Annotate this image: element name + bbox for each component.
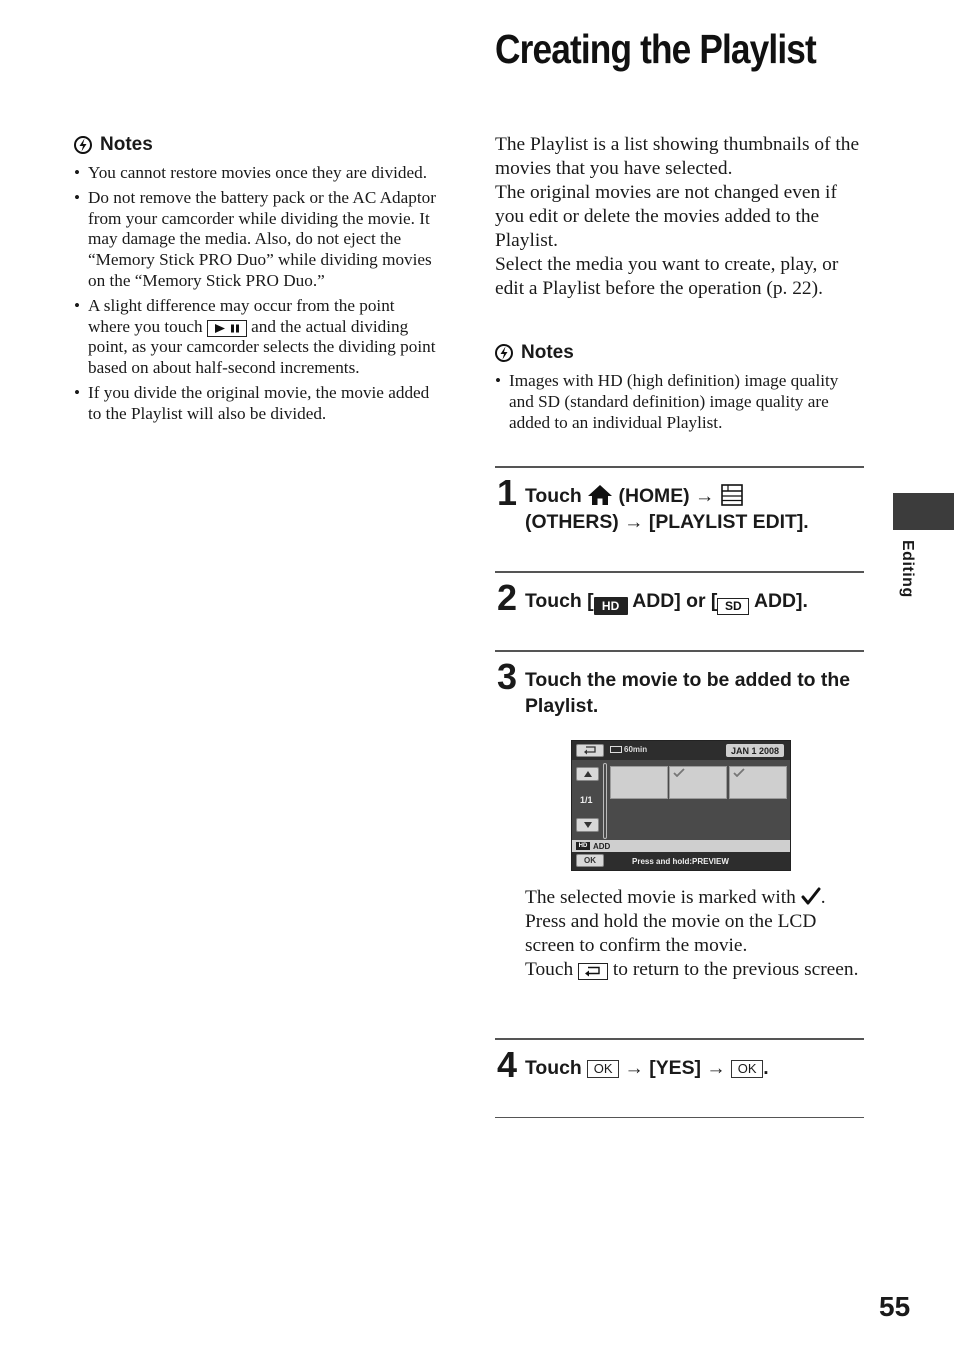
arrow-glyph: → [695,485,715,507]
ok-button-icon: OK [731,1060,763,1078]
body-text: The selected movie is marked with [525,887,796,908]
step-word: Touch [ [525,590,594,612]
intro-text [495,133,867,301]
lcd-return-button [576,744,604,757]
page-number: 55 [879,1291,911,1322]
checkmark-icon [673,768,685,777]
note-text-after: and the actual dividing point, as your camcorder selects the dividing point based on about half-second increments. [88,316,436,378]
step-word: . [763,1057,769,1079]
step-1-text [525,483,865,535]
step-number: 2 [497,577,518,618]
caution-icon [74,136,92,154]
step-number: 1 [497,472,518,513]
memory-card-icon [610,746,622,753]
lcd-page-indicator: 1/1 [580,795,593,805]
triangle-down-icon [584,822,592,828]
lcd-rec-time-text: 60min [624,745,648,754]
section-tab-marker [893,493,954,530]
note-item: • Do not remove the battery pack or the AC Adaptor from your camcorder while dividing the movie. It may damage the media. Also, do not eject the “Memory Stick PRO Duo” while dividing movies on the “Memory Stick PRO Duo.” [74,188,436,292]
intro-paragraph: The Playlist is a list showing thumbnails of the movies that you have selected. [495,134,860,179]
hd-quality-icon: HD [576,842,590,850]
lcd-screen-illustration [571,740,791,871]
left-notes-list [74,163,436,429]
section-tab-label: Editing [899,540,916,598]
step-divider [495,650,864,652]
step-2-text [525,588,865,615]
step-word: ADD]. [754,590,808,612]
section-end-divider [495,1117,864,1118]
step-word: (OTHERS) [525,511,619,533]
step-word: ADD] or [ [632,590,718,612]
lcd-date: JAN 1 2008 [726,744,784,757]
note-item: • Images with HD (high definition) image quality and SD (standard definition) image quality are added to an individual Playlist. [495,371,865,433]
step-number: 3 [497,656,518,697]
step-3-line [525,886,865,910]
triangle-up-icon [584,771,592,777]
step-4-text [525,1055,865,1081]
lcd-ok-button: OK [576,854,604,867]
notes-heading-text: Notes [100,134,153,155]
step-3-line: Press and hold the movie on the LCD screen to confirm the movie. [525,911,817,956]
hd-quality-icon: HD [594,597,628,615]
right-notes-list [495,371,865,437]
return-icon [583,746,597,755]
step-3-line [525,958,865,982]
note-item: • If you divide the original movie, the movie added to the Playlist will also be divided. [74,383,436,425]
arrow-glyph: → [624,511,644,533]
sd-quality-icon: SD [717,598,749,615]
note-item: • You cannot restore movies once they are divided. [74,163,436,184]
return-button-icon [578,963,608,980]
page-title: Creating the Playlist [495,26,816,72]
step-word: Touch [525,485,582,507]
home-icon [587,484,613,506]
intro-paragraph: The original movies are not changed even if you edit or delete the movies added to the Playlist. [495,182,837,251]
body-text: to return to the previous screen. [612,959,859,980]
step-number: 4 [497,1044,518,1085]
body-text: . [820,887,826,908]
lcd-scroll-down-button [576,818,599,832]
step-word: [PLAYLIST EDIT]. [648,511,809,533]
lcd-rec-time [610,745,647,754]
step-word: Touch [525,1057,582,1079]
note-item [74,296,436,379]
notes-heading-right [495,342,574,364]
notes-heading-text: Notes [521,342,574,363]
step-divider [495,571,864,573]
step-divider [495,1038,864,1040]
note-text-before: A slight difference may occur from the point where you touch [88,295,395,336]
lcd-add-label: ADD [593,841,611,851]
notes-heading-left [74,134,153,156]
caution-icon [495,344,513,362]
intro-paragraph: Select the media you want to create, play, or edit a Playlist before the operation (p. 22). [495,254,839,299]
lcd-add-bar [572,840,790,852]
step-divider [495,466,864,468]
lcd-scroll-up-button [576,767,599,781]
lcd-thumbnail [610,766,668,799]
lcd-scrollbar [603,763,607,839]
play-pause-button-icon [207,320,247,337]
step-word: → [YES] → [624,1057,726,1079]
step-3-body [525,886,865,982]
lcd-thumbnail-selected [669,766,727,799]
step-3-heading: Touch the movie to be added to the Playlist. [525,669,850,717]
body-text: Touch [525,959,574,980]
others-icon [720,484,744,506]
checkmark-icon [801,886,821,906]
checkmark-icon [733,768,745,777]
ok-button-icon: OK [587,1060,619,1078]
lcd-thumbnail-selected [729,766,787,799]
lcd-hint: Press and hold:PREVIEW [632,857,729,866]
step-word: (HOME) [618,485,690,507]
